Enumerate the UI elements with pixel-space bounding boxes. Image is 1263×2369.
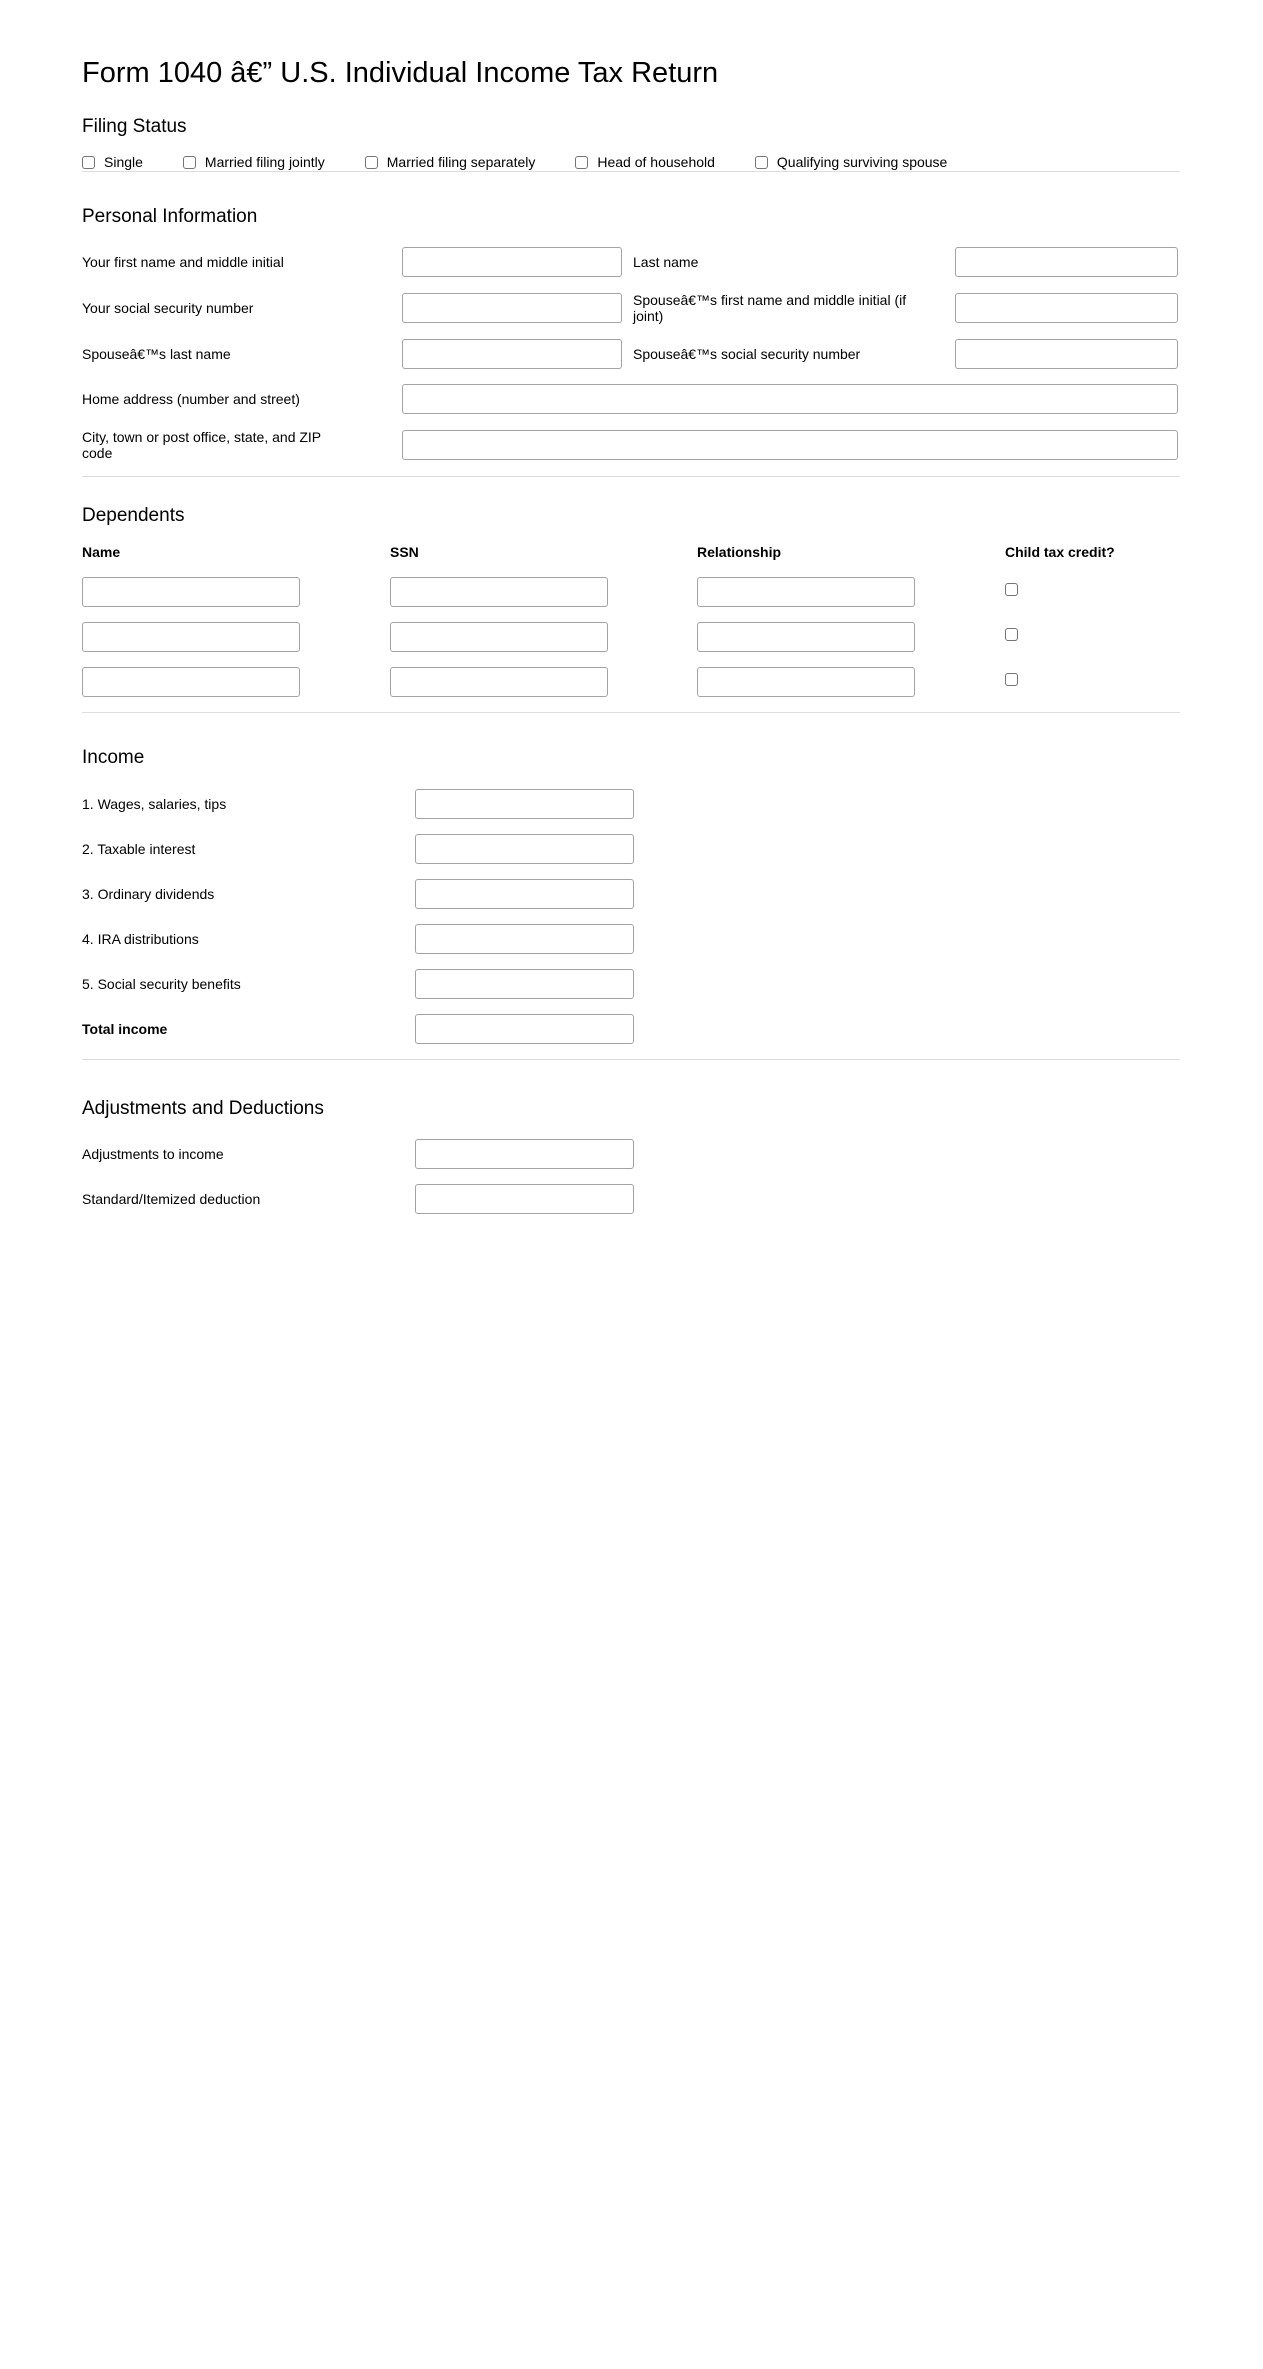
filing-status-option-qualifying-surviving-spouse[interactable] [755, 153, 947, 171]
wages-label: 1. Wages, salaries, tips [82, 795, 227, 812]
last-name-input[interactable] [955, 247, 1178, 277]
personal-row-1 [82, 247, 1180, 277]
dependents-col-ssn: SSN [390, 543, 419, 560]
dependents-col-relationship: Relationship [697, 543, 782, 560]
adjustments-heading: Adjustments and Deductions [82, 1097, 324, 1119]
ira-distributions-label: 4. IRA distributions [82, 930, 199, 947]
home-address-label: Home address (number and street) [82, 390, 300, 407]
home-address-input[interactable] [402, 384, 1178, 414]
head-of-household-checkbox[interactable] [575, 156, 588, 169]
qualifying-surviving-spouse-label: Qualifying surviving spouse [776, 154, 948, 171]
divider [82, 1059, 1180, 1060]
divider [82, 712, 1180, 713]
city-state-zip-label: City, town or post office, state, and ZIP code [82, 428, 321, 461]
spouse-last-name-input[interactable] [402, 339, 622, 369]
adjustments-to-income-label: Adjustments to income [82, 1146, 224, 1163]
filing-status-option-single[interactable] [82, 153, 143, 171]
income-row-ordinary-dividends [82, 879, 1180, 909]
income-row-taxable-interest [82, 834, 1180, 864]
spouse-first-name-input[interactable] [955, 293, 1178, 323]
first-name-input[interactable] [402, 247, 622, 277]
qualifying-surviving-spouse-checkbox[interactable] [755, 156, 768, 169]
head-of-household-label: Head of household [597, 154, 715, 171]
taxable-interest-label: 2. Taxable interest [82, 840, 196, 857]
income-row-social-security [82, 969, 1180, 999]
spouse-first-name-label: Spouseâ€™s first name and middle initial (if joint) [633, 291, 907, 324]
dependent-2-ctc-checkbox[interactable] [1005, 628, 1018, 641]
dependent-1-name-input[interactable] [82, 577, 300, 607]
dependent-3-ctc-checkbox[interactable] [1005, 673, 1018, 686]
city-state-zip-input[interactable] [402, 430, 1178, 460]
income-row-ira-distributions [82, 924, 1180, 954]
dependents-col-name: Name [82, 543, 121, 560]
ssn-input[interactable] [402, 293, 622, 323]
adjustments-to-income-input[interactable] [415, 1139, 634, 1169]
dependent-row-2 [82, 622, 1180, 652]
dependent-2-name-input[interactable] [82, 622, 300, 652]
dependent-row-3 [82, 667, 1180, 697]
taxable-interest-input[interactable] [415, 834, 634, 864]
filing-status-heading: Filing Status [82, 116, 187, 138]
total-income-input[interactable] [415, 1014, 634, 1044]
first-name-label: Your first name and middle initial [82, 253, 284, 270]
ssn-label: Your social security number [82, 299, 254, 316]
married-separately-label: Married filing separately [386, 154, 536, 171]
married-separately-checkbox[interactable] [365, 156, 378, 169]
dependent-1-ctc-checkbox[interactable] [1005, 583, 1018, 596]
married-jointly-label: Married filing jointly [204, 154, 325, 171]
page-title: Form 1040 â€” U.S. Individual Income Tax Return [82, 57, 719, 89]
dependent-1-ssn-input[interactable] [390, 577, 608, 607]
adjustments-row [82, 1139, 1180, 1169]
ordinary-dividends-input[interactable] [415, 879, 634, 909]
dependent-2-relationship-input[interactable] [697, 622, 915, 652]
dependents-col-child-tax-credit: Child tax credit? [1005, 543, 1115, 560]
personal-row-2 [82, 292, 1180, 324]
personal-row-3 [82, 339, 1180, 369]
personal-row-5 [82, 429, 1180, 461]
ordinary-dividends-label: 3. Ordinary dividends [82, 885, 215, 902]
deduction-row [82, 1184, 1180, 1214]
dependent-3-relationship-input[interactable] [697, 667, 915, 697]
divider [82, 476, 1180, 477]
social-security-benefits-label: 5. Social security benefits [82, 975, 241, 992]
married-jointly-checkbox[interactable] [183, 156, 196, 169]
dependent-1-relationship-input[interactable] [697, 577, 915, 607]
spouse-ssn-input[interactable] [955, 339, 1178, 369]
dependent-row-1 [82, 577, 1180, 607]
spouse-last-name-label: Spouseâ€™s last name [82, 345, 231, 362]
income-row-wages [82, 789, 1180, 819]
income-row-total [82, 1014, 1180, 1044]
filing-status-option-head-of-household[interactable] [575, 153, 715, 171]
spouse-ssn-label: Spouseâ€™s social security number [633, 345, 861, 362]
filing-status-options [82, 153, 1180, 171]
income-heading: Income [82, 746, 145, 768]
standard-itemized-deduction-label: Standard/Itemized deduction [82, 1191, 261, 1208]
divider [82, 171, 1180, 172]
dependent-3-ssn-input[interactable] [390, 667, 608, 697]
dependent-3-name-input[interactable] [82, 667, 300, 697]
standard-itemized-deduction-input[interactable] [415, 1184, 634, 1214]
dependent-2-ssn-input[interactable] [390, 622, 608, 652]
dependents-heading: Dependents [82, 504, 185, 526]
dependents-table-header [82, 544, 1180, 561]
filing-status-option-married-jointly[interactable] [183, 153, 325, 171]
personal-row-4 [82, 384, 1180, 414]
single-label: Single [104, 154, 143, 171]
filing-status-option-married-separately[interactable] [365, 153, 536, 171]
ira-distributions-input[interactable] [415, 924, 634, 954]
total-income-label: Total income [82, 1020, 168, 1037]
single-checkbox[interactable] [82, 156, 95, 169]
personal-information-heading: Personal Information [82, 206, 258, 228]
last-name-label: Last name [633, 253, 699, 270]
social-security-benefits-input[interactable] [415, 969, 634, 999]
wages-input[interactable] [415, 789, 634, 819]
